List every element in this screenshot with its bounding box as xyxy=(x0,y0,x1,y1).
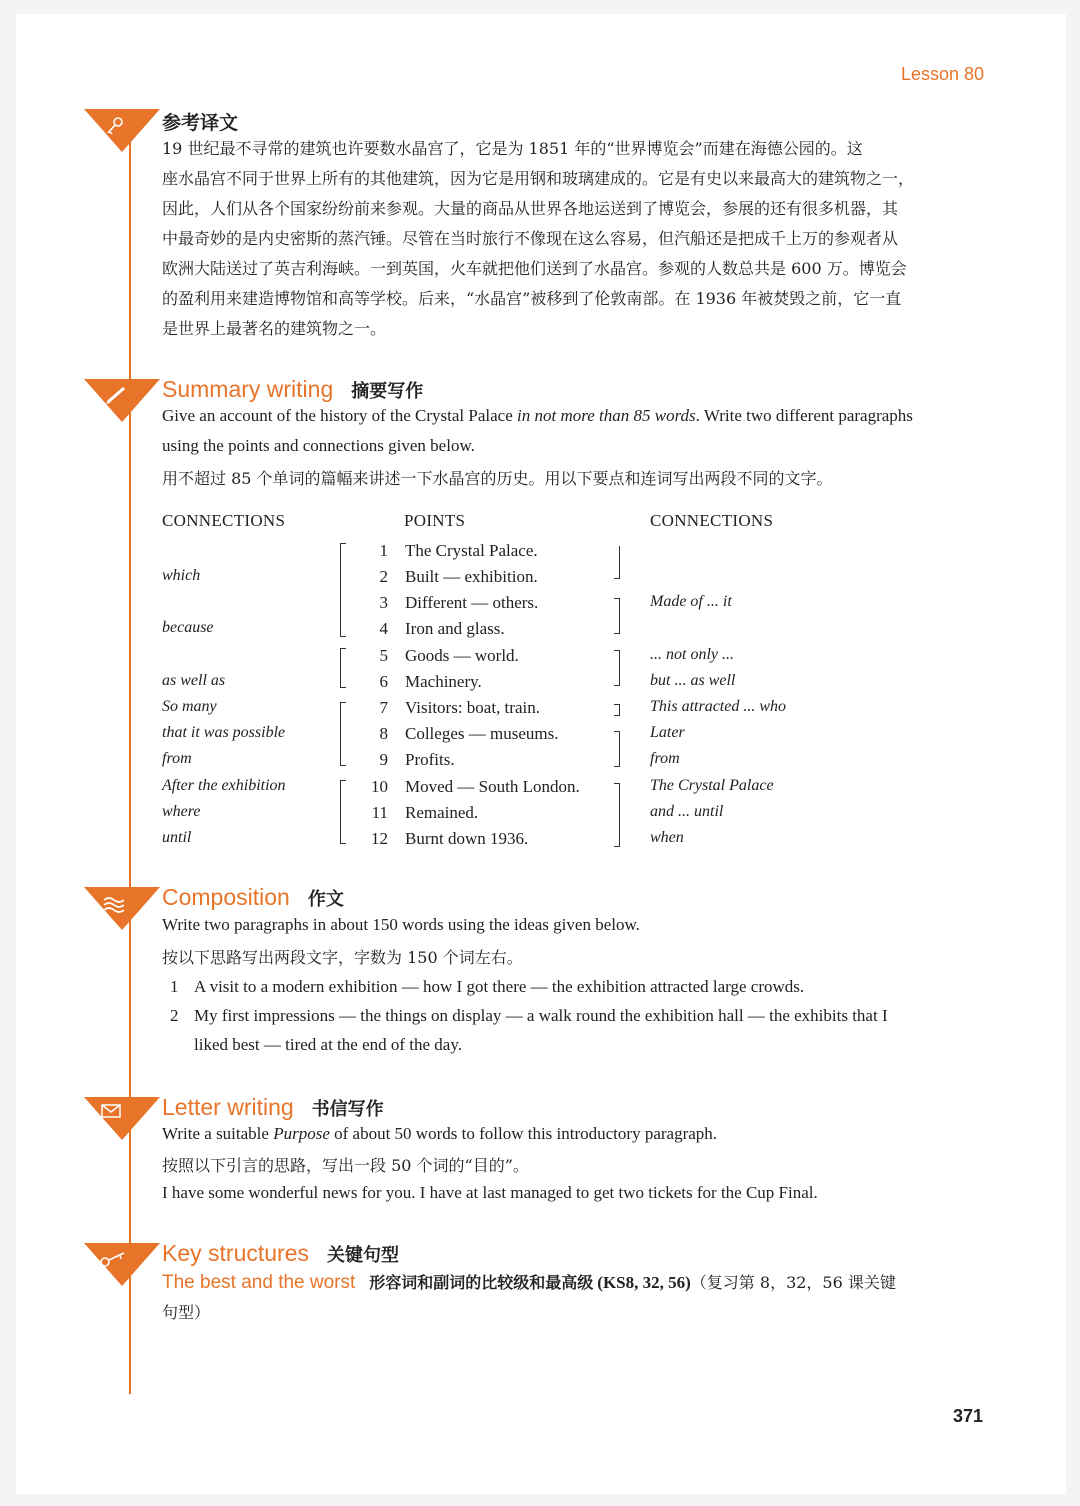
point-number: 6 xyxy=(379,672,388,691)
left-connection: that it was possible xyxy=(162,724,286,741)
point-text: Profits. xyxy=(405,750,455,769)
letter-heading xyxy=(162,1094,384,1121)
bracket-right xyxy=(614,650,620,686)
key-structures-sub-en: The best and the worst xyxy=(162,1272,356,1293)
point-number: 10 xyxy=(371,777,388,796)
point-text: Moved — South London. xyxy=(405,777,580,796)
bracket-right xyxy=(614,783,620,847)
left-connection: So many xyxy=(162,698,217,715)
point-text: Built — exhibition. xyxy=(405,567,538,586)
point-number: 12 xyxy=(371,829,388,848)
point-text: Remained. xyxy=(405,803,479,822)
left-connection: as well as xyxy=(162,672,226,689)
right-connection: This attracted ... who xyxy=(650,698,787,715)
bracket-left xyxy=(340,702,346,766)
summary-intro-part: . Write two different paragraphs xyxy=(695,406,913,425)
key-structures-sub-zh: 形容词和副词的比较级和最高级 xyxy=(369,1273,594,1292)
translation-line: 座水晶宫不同于世界上所有的其他建筑，因为它是用钢和玻璃建成的。它是有史以来最高大的建筑物之一， xyxy=(162,169,915,188)
summary-intro-2: using the points and connections given below. xyxy=(162,436,475,455)
composition-item-number: 1 xyxy=(170,977,179,996)
right-connection: but ... as well xyxy=(650,672,736,689)
point-number: 4 xyxy=(379,619,388,638)
point-text: Colleges — museums. xyxy=(405,724,559,743)
point-number: 5 xyxy=(379,646,388,665)
envelope-icon xyxy=(84,1094,160,1142)
point-number: 3 xyxy=(379,593,388,612)
translation-line: 中最奇妙的是内史密斯的蒸汽锤。尽管在当时旅行不像现在这么容易，但汽船还是把成千上万的参观者从 xyxy=(162,229,899,248)
bracket-right xyxy=(614,731,620,767)
point-number: 2 xyxy=(379,567,388,586)
letter-sample: I have some wonderful news for you. I have at last managed to get two tickets for the Cup Final. xyxy=(162,1183,818,1202)
letter-purpose: Purpose xyxy=(273,1124,330,1143)
key-structures-ref: (KS8, 32, 56) xyxy=(597,1273,691,1292)
key-structures-title-en: Key structures xyxy=(162,1240,309,1266)
key-structures-subtitle xyxy=(162,1270,896,1294)
point-text: Iron and glass. xyxy=(405,619,505,638)
summary-title-zh: 摘要写作 xyxy=(351,381,424,402)
letter-intro xyxy=(162,1124,717,1144)
col-header-left: CONNECTIONS xyxy=(162,511,286,530)
composition-title-zh: 作文 xyxy=(307,889,344,910)
summary-title-en: Summary writing xyxy=(162,376,334,402)
translation-line: 的盈利用来建造博物馆和高等学校。后来，“水晶宫”被移到了伦敦南部。在 1936 年被焚毁之前，它一直 xyxy=(162,289,902,308)
left-connection: which xyxy=(162,567,201,584)
right-connection: ... not only ... xyxy=(650,646,734,663)
composition-title-en: Composition xyxy=(162,884,290,910)
summary-intro-1 xyxy=(162,406,913,426)
translation-line: 欧洲大陆送过了英吉利海峡。一到英国，火车就把他们送到了水晶宫。参观的人数总共是 600 万。博览会 xyxy=(162,259,907,278)
point-text: Machinery. xyxy=(405,672,482,691)
composition-item-number: 2 xyxy=(170,1006,179,1025)
translation-line: 因此，人们从各个国家纷纷前来参观。大量的商品从世界各地运送到了博览会，参展的还有很多机器，其 xyxy=(162,199,899,218)
point-text: Goods — world. xyxy=(405,646,519,665)
point-number: 8 xyxy=(379,724,388,743)
translation-title: 参考译文 xyxy=(162,112,239,134)
key-structures-title-zh: 关键句型 xyxy=(327,1245,399,1266)
composition-item-text: My first impressions — the things on display — a walk round the exhibition hall — the exhibits that I xyxy=(194,1006,888,1025)
point-number: 11 xyxy=(371,803,388,822)
summary-word-limit: in not more than 85 words xyxy=(517,406,696,425)
composition-icon xyxy=(84,884,160,932)
right-connection: Made of ... it xyxy=(650,593,732,610)
letter-title-zh: 书信写作 xyxy=(311,1099,384,1120)
bracket-right xyxy=(614,598,620,634)
key-structures-heading xyxy=(162,1240,399,1267)
bracket-left xyxy=(340,543,346,637)
left-connection: because xyxy=(162,619,214,636)
left-connection: where xyxy=(162,803,201,820)
translation-line: 19 世纪最不寻常的建筑也许要数水晶宫了，它是为 1851 年的“世界博览会”而建在海德公园的。这 xyxy=(162,139,863,158)
composition-intro: Write two paragraphs in about 150 words using the ideas given below. xyxy=(162,915,640,934)
point-number: 7 xyxy=(379,698,388,717)
composition-heading xyxy=(162,884,344,911)
bracket-left xyxy=(340,780,346,844)
pen-icon xyxy=(84,376,160,424)
right-connection: The Crystal Palace xyxy=(650,777,774,794)
lesson-label: Lesson 80 xyxy=(901,64,985,84)
point-number: 9 xyxy=(379,750,388,769)
translation-line: 是世界上最著名的建筑物之一。 xyxy=(162,319,387,338)
point-text: Burnt down 1936. xyxy=(405,829,529,848)
left-connection: until xyxy=(162,829,192,846)
key-structures-icon xyxy=(84,1240,160,1288)
composition-item-text-cont: liked best — tired at the end of the day. xyxy=(194,1035,462,1054)
translation-body xyxy=(162,134,986,344)
summary-intro-zh: 用不超过 85 个单词的篇幅来讲述一下水晶宫的历史。用以下要点和连词写出两段不同的文字。 xyxy=(162,469,833,488)
letter-title-en: Letter writing xyxy=(162,1094,294,1120)
letter-intro-zh: 按照以下引言的思路，写出一段 50 个词的“目的”。 xyxy=(162,1156,529,1175)
key-structures-note: （复习第 8，32，56 课关键 xyxy=(690,1273,896,1292)
left-connection: After the exhibition xyxy=(162,777,286,794)
letter-intro-part: of about 50 words to follow this introductory paragraph. xyxy=(329,1124,718,1143)
point-text: The Crystal Palace. xyxy=(405,541,538,560)
letter-intro-part: Write a suitable xyxy=(162,1124,274,1143)
point-text: Visitors: boat, train. xyxy=(405,698,540,717)
summary-intro-part: Give an account of the history of the Crystal Palace xyxy=(162,406,517,425)
point-number: 1 xyxy=(379,541,388,560)
summary-heading xyxy=(162,376,423,403)
composition-intro-zh: 按以下思路写出两段文字，字数为 150 个词左右。 xyxy=(162,948,523,967)
right-connection: when xyxy=(650,829,684,846)
col-header-right: CONNECTIONS xyxy=(650,511,774,530)
left-connection: from xyxy=(162,750,192,767)
key-structures-note-cont: 句型） xyxy=(162,1303,211,1322)
margin-line xyxy=(129,112,131,1394)
right-connection: Later xyxy=(650,724,685,741)
right-connection: and ... until xyxy=(650,803,724,820)
key-icon xyxy=(84,106,160,154)
composition-item-text: A visit to a modern exhibition — how I got there — the exhibition attracted large crowds. xyxy=(194,977,805,996)
right-connection: from xyxy=(650,750,680,767)
point-text: Different — others. xyxy=(405,593,539,612)
bracket-right xyxy=(614,546,620,579)
bracket-right xyxy=(614,704,620,716)
bracket-left xyxy=(340,648,346,688)
col-header-points: POINTS xyxy=(404,511,466,530)
page-number: 371 xyxy=(953,1406,984,1426)
